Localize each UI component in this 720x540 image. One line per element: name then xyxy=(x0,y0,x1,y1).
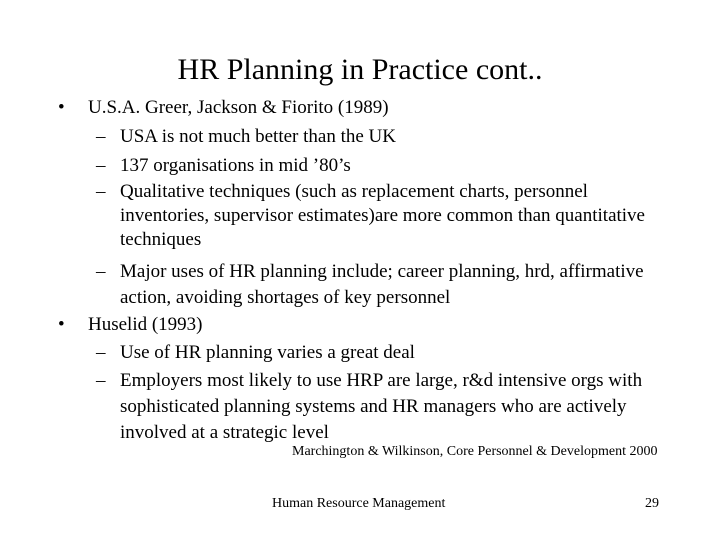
subitem-marker: – xyxy=(96,370,106,391)
bullet-text: U.S.A. Greer, Jackson & Fiorito (1989) xyxy=(88,97,389,118)
subitem-text: Qualitative techniques (such as replacement charts, personnel inventories, supervisor estimates)are more common than quantitative techniques xyxy=(120,181,645,250)
subitem-marker: – xyxy=(96,155,106,176)
subitem-marker: – xyxy=(96,261,106,282)
subitem-marker: – xyxy=(96,126,106,147)
subitem-marker: – xyxy=(96,342,106,363)
footer-label: Human Resource Management xyxy=(272,496,446,511)
subitem-marker: – xyxy=(96,181,106,202)
bullet-marker: • xyxy=(58,314,65,335)
citation: Marchington & Wilkinson, Core Personnel & Development 2000 xyxy=(292,444,658,459)
subitem-text: Major uses of HR planning include; career planning, hrd, affirmative action, avoiding shortages of key personnel xyxy=(120,261,644,308)
page-number: 29 xyxy=(645,496,659,511)
subitem-text: USA is not much better than the UK xyxy=(120,126,396,147)
bullet-text: Huselid (1993) xyxy=(88,314,203,335)
subitem-text: 137 organisations in mid ’80’s xyxy=(120,155,351,176)
slide-title: HR Planning in Practice cont.. xyxy=(177,53,543,86)
footer xyxy=(0,496,720,514)
bullet-marker: • xyxy=(58,97,65,118)
subitem-text: Employers most likely to use HRP are large, r&d intensive orgs with sophisticated planning systems and HR managers who are actively involved at a strategic level xyxy=(120,370,643,443)
subitem-text: Use of HR planning varies a great deal xyxy=(120,342,415,363)
